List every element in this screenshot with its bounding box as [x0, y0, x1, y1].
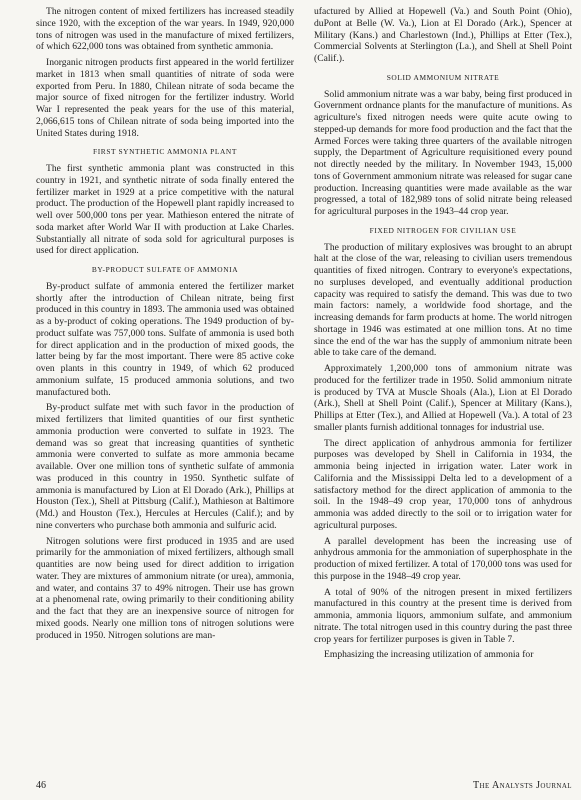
paragraph: Solid ammonium nitrate was a war baby, being first produced in Government ordnance plants for the manufacture of munitions. As agriculture's fixed nitrogen needs were quite acute owing to stepped-up demands for more food production and the fact that the Armed Forces were taking three quarters of the available nitrogen supply, the Department of Agriculture requisitioned every pound not directly needed by the military. In November 1943, 15,000 tons of Government ammonium nitrate was released for sugar cane production. Increasing quantities were made available as the war progressed, a total of 182,989 tons of solid nitrate being released for agricultural purposes in the 1943–44 crop year. [314, 88, 572, 217]
paragraph: By-product sulfate of ammonia entered the fertilizer market shortly after the introduction of Chilean nitrate, being first produced in this country in 1893. The ammonia used was obtained as a by-product of coking operations. The 1949 production of by-product sulfate was 757,000 tons. Sulfate of ammonia is used both for direct application and in the production of mixed goods, the latter being by far the most important. There were 85 active coke oven plants in this country in 1949, of which 62 produced ammonium sulfate, 15 produced ammonia solutions, and two manufactured both. [36, 280, 294, 398]
section-heading: SOLID AMMONIUM NITRATE [386, 72, 500, 82]
paragraph: The production of military explosives was brought to an abrupt halt at the close of the war, releasing to civilian users tremendous quantities of fixed nitrogen. Contrary to everyone's expectations, no surpluses developed, and eventually additional production capacity was required to satisfy the demand. This was due to two main factors: namely, a worldwide food shortage, and the increasing demands for farm products at home. The world nitrogen shortage in 1946 was estimated at one million tons. At no time since the end of the war has the supply of ammonium nitrate been able to take care of the demand. [314, 241, 572, 359]
page-number: 46 [36, 780, 46, 791]
paragraph: Approximately 1,200,000 tons of ammonium nitrate was produced for the fertilizer trade in 1950. Solid ammonium nitrate is produced by TVA at Muscle Shoals (Ala.), Lion at El Dorado (Ark.), Shell at Shell Point (Calif.), Spencer at Military (Kans.), Phillips at Etter (Tex.), and Allied at Hopewell (Va.). A total of 23 smaller plants furnish additional tonnages for industrial use. [314, 363, 572, 433]
paragraph: A parallel development has been the increasing use of anhydrous ammonia for the ammoniation of superphosphate in the production of mixed fertilizer. A total of 170,000 tons was used for this purpose in the 1948–49 crop year. [314, 535, 572, 582]
journal-title: The Analysts Journal [473, 780, 572, 791]
paragraph: Inorganic nitrogen products first appeared in the world fertilizer market in 1813 when small quantities of nitrate of soda were exported from Peru. In 1880, Chilean nitrate of soda became the major source of fixed nitrogen for the fertilizer industry. World War I represented the peak years for the use of this material, 2,066,615 tons of Chilean nitrate of soda being imported into the United States during 1918. [36, 57, 294, 139]
paragraph: The nitrogen content of mixed fertilizers has increased steadily since 1920, with the exception of the war years. In 1949, 920,000 tons of nitrogen was used in the manufacture of mixed fertilizers, of which 622,000 tons was obtained from synthetic ammonia. [36, 6, 294, 53]
section-heading: FIRST SYNTHETIC AMMONIA PLANT [93, 147, 237, 157]
page-footer [36, 780, 572, 794]
paragraph-continued: ufactured by Allied at Hopewell (Va.) and South Point (Ohio), duPont at Belle (W. Va.), Lion at El Dorado (Ark.), Spencer at Military (Kans.) and Charlestown (Ind.), Phillips at Etter (Tex.), Commercial Solvents at Sterlington (La.), and Shell at Shell Point (Calif.). [314, 6, 572, 64]
paragraph: Emphasizing the increasing utilization of ammonia for [324, 649, 534, 661]
left-column [36, 6, 294, 645]
paragraph: Nitrogen solutions were first produced in 1935 and are used primarily for the ammoniation of mixed fertilizers, although small quantities are now being used for direct addition to irrigation water. They are mixtures of ammonium nitrate (or urea), ammonia, and water, and contains 37 to 49% nitrogen. Their use has grown at a phenomenal rate, owing primarily to their conditioning ability and the fact that they are an inexpensive source of nitrogen for mixed goods. Nearly one million tons of nitrogen solutions were produced in 1950. Nitrogen solutions are man- [36, 535, 294, 641]
paragraph: The direct application of anhydrous ammonia for fertilizer purposes was developed by Shell in California in 1934, the ammonia being injected in irrigation water. Later work in California and the Mississippi Delta led to a development of a satisfactory method for the direct application of ammonia to the soil. In the 1948–49 crop year, 170,000 tons of anhydrous ammonia was added directly to the soil or to irrigation water for agricultural purposes. [314, 437, 572, 531]
section-heading: BY-PRODUCT SULFATE OF AMMONIA [91, 265, 239, 274]
section-heading: FIXED NITROGEN FOR CIVILIAN USE [369, 225, 517, 235]
right-column [314, 6, 572, 665]
paragraph: The first synthetic ammonia plant was constructed in this country in 1921, and synthetic nitrate of soda finally entered the fertilizer market in 1929 at a price competitive with the natural product. The production of the Hopewell plant rapidly increased to well over 500,000 tons per year. Mathieson entered the nitrate of soda market after World War II with production at Lake Charles. Substantially all nitrate of soda sold for agricultural purposes is used for direct application. [36, 163, 294, 257]
paragraph: By-product sulfate met with such favor in the production of mixed fertilizers that limited quantities of our first synthetic ammonia production were converted to sulfate in 1923. The demand was so great that increasing quantities of synthetic ammonia were converted to sulfate as more ammonia became available. Over one million tons of synthetic sulfate of ammonia was produced in this country in 1950. Synthetic sulfate of ammonia is manufactured by Lion at El Dorado (Ark.), Phillips at Houston (Tex.), Shell at Pittsburg (Calif.), Mathieson at Baltimore (Md.) and Houston (Tex.), Hercules at Hercules (Calif.); and by nine converters who purchase both ammonia and sulfuric acid. [36, 402, 294, 531]
paragraph: A total of 90% of the nitrogen present in mixed fertilizers manufactured in this country at the present time is derived from ammonia, ammonia liquors, ammonium sulfate, and ammonium nitrate. The total nitrogen used in this country during the past three crop years for fertilizer purposes is given in Table 7. [314, 586, 572, 645]
